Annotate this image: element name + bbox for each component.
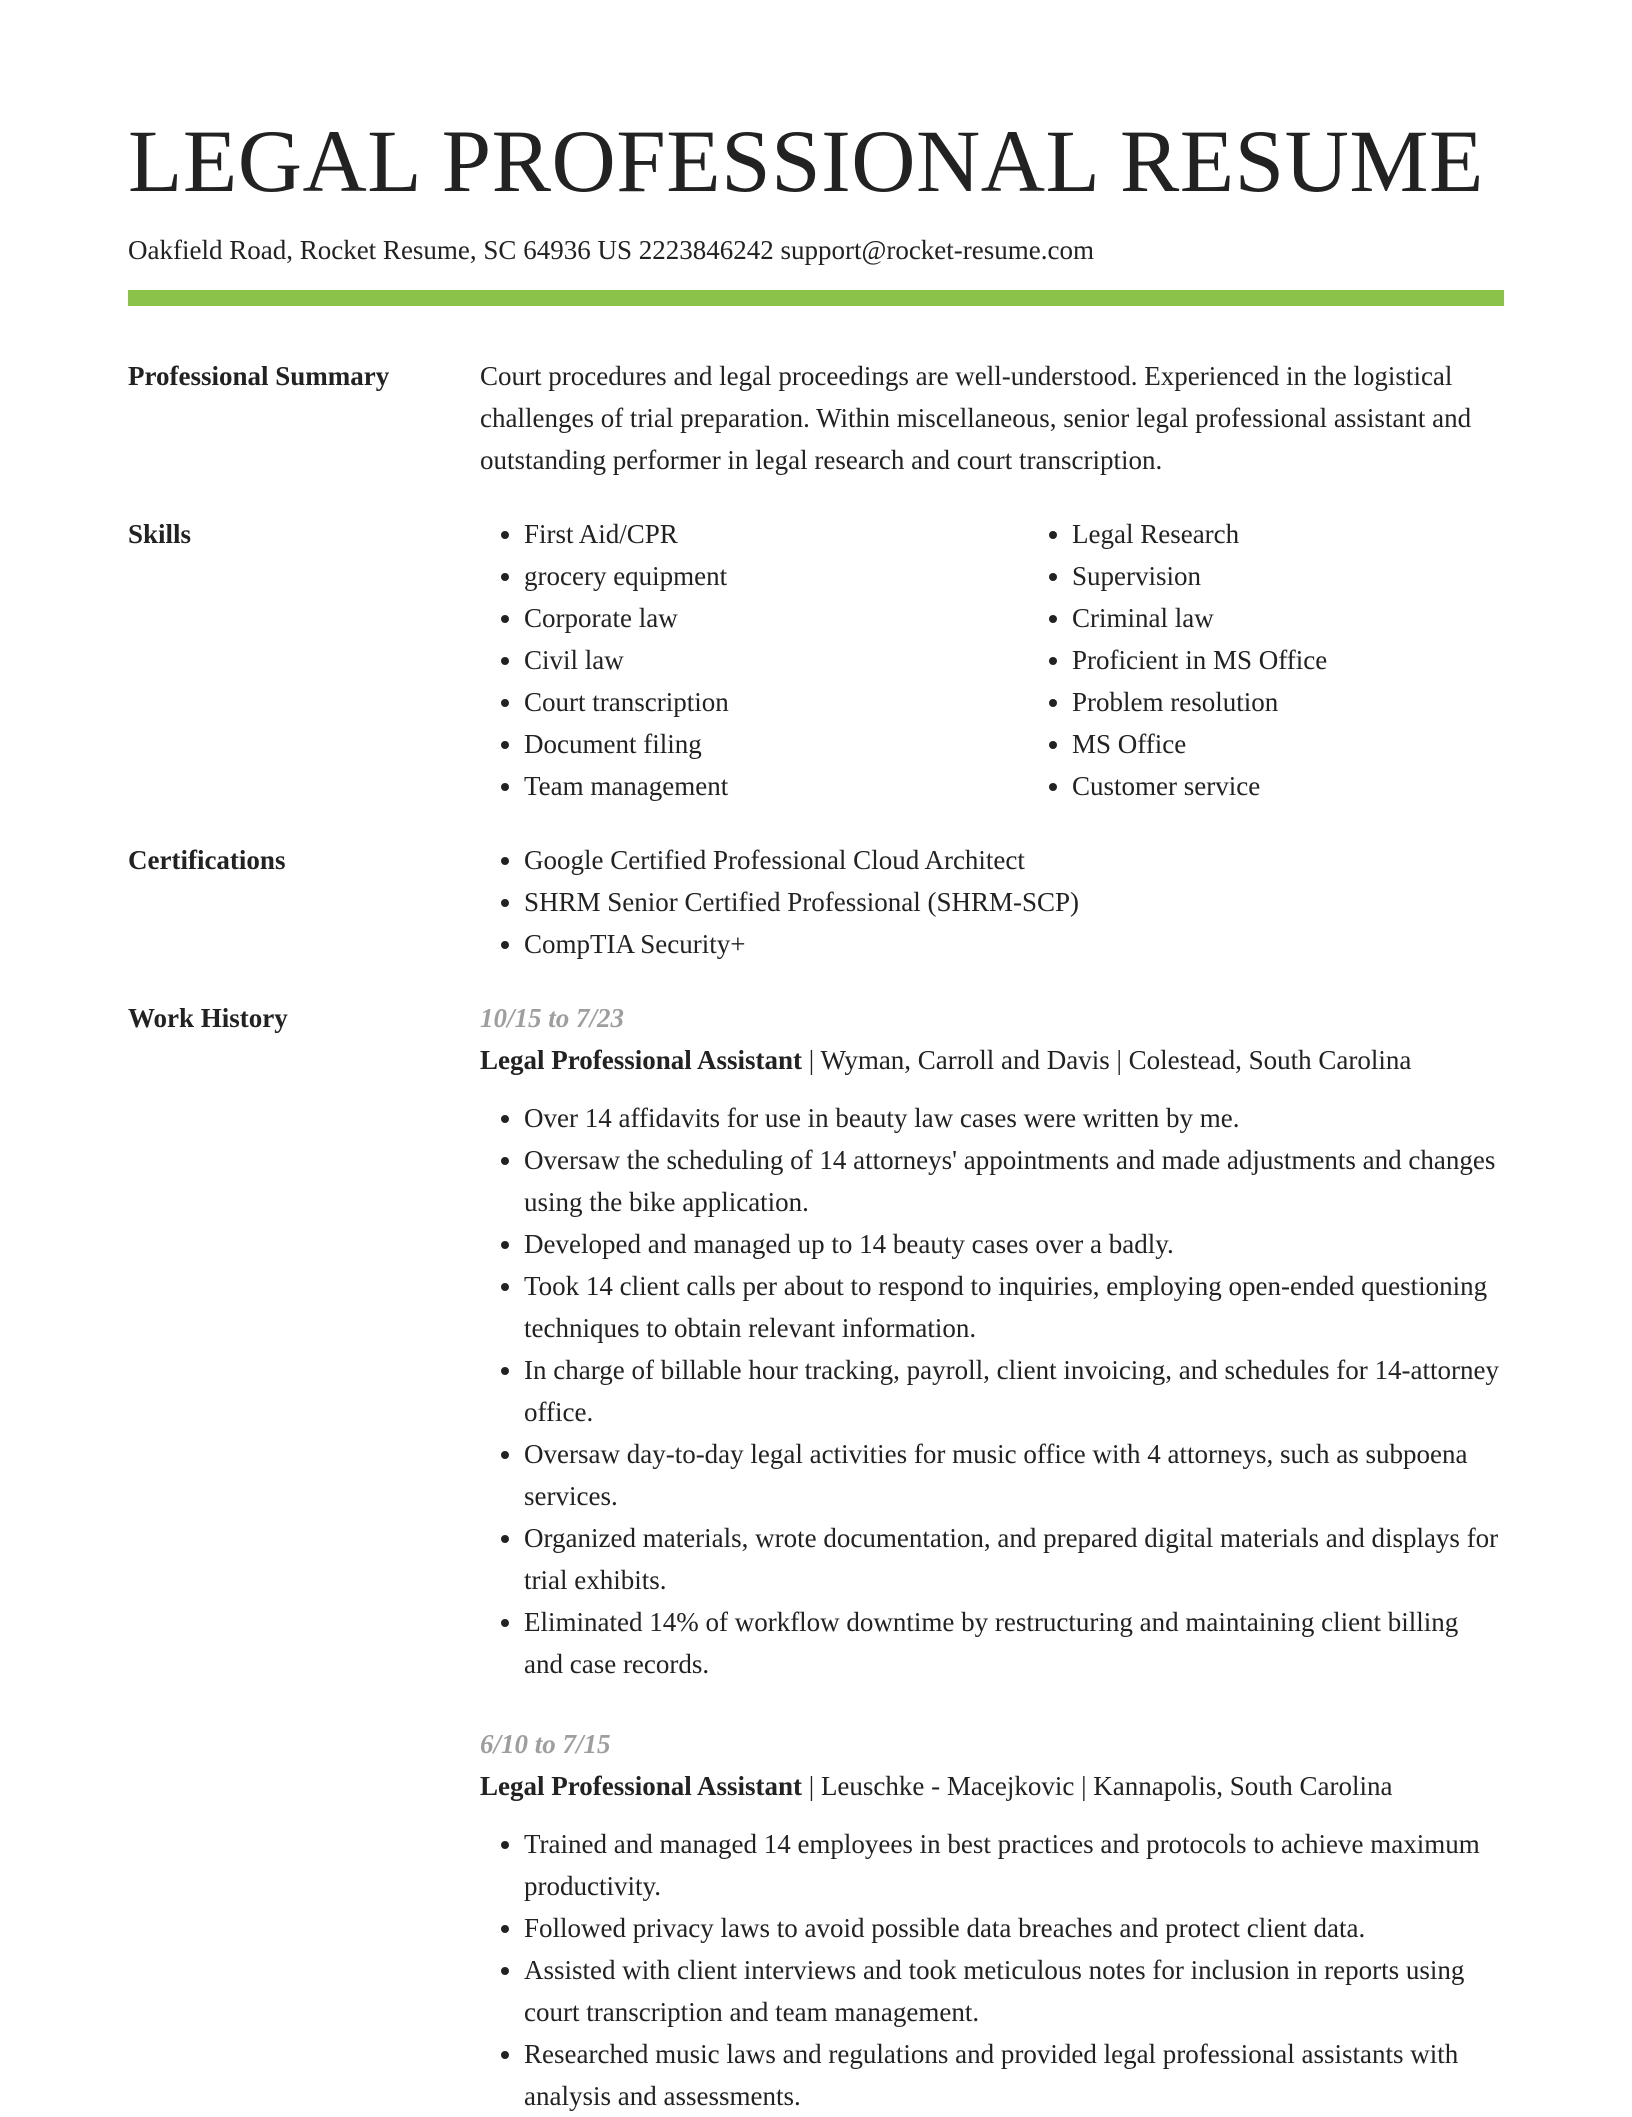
job-bullets <box>480 1097 1504 1685</box>
section-title: Skills <box>128 519 192 549</box>
job-bullet: • Organized materials, wrote documentation, and prepared digital materials and displays for trial exhibits. <box>524 1517 1504 1601</box>
certification-item: • Google Certified Professional Cloud Architect <box>524 839 1504 881</box>
job-bullet: • Oversaw day-to-day legal activities for music office with 4 attorneys, such as subpoena services. <box>524 1433 1504 1517</box>
job-company: Leuschke - Macejkovic <box>820 1771 1075 1801</box>
section-certifications <box>128 839 1504 965</box>
job-bullet: • Over 14 affidavits for use in beauty law cases were written by me. <box>524 1097 1504 1139</box>
job-bullet: • Researched music laws and regulations and provided legal professional assistants with analysis and assessments. <box>524 2033 1504 2117</box>
skill-item: • Customer service <box>1072 765 1576 807</box>
job-location: Colestead, South Carolina <box>1128 1045 1412 1075</box>
skill-item: • Problem resolution <box>1072 681 1576 723</box>
job-separator: | <box>808 1771 821 1801</box>
contact-line <box>128 233 1504 267</box>
contact-phone: 2223846242 <box>638 235 774 265</box>
job-heading <box>480 1039 1504 1081</box>
job-title: Legal Professional Assistant <box>480 1771 803 1801</box>
header-divider <box>128 290 1504 306</box>
section-title: Professional Summary <box>128 361 390 391</box>
job-entry <box>480 997 1504 1685</box>
job-separator: | <box>808 1045 821 1075</box>
job-bullet: • In charge of billable hour tracking, payroll, client invoicing, and schedules for 14-attorney office. <box>524 1349 1504 1433</box>
skill-item: • Court transcription <box>524 681 1028 723</box>
job-separator: | <box>1116 1045 1129 1075</box>
certification-item: • CompTIA Security+ <box>524 923 1504 965</box>
work-history-body <box>480 997 1504 2117</box>
skill-item: • Legal Research <box>1072 513 1576 555</box>
skill-item: • Civil law <box>524 639 1028 681</box>
summary-text: Court procedures and legal proceedings are well-understood. Experienced in the logistical challenges of trial preparation. Within miscellaneous, senior legal professional assistant and outstanding performer in legal research and court transcription. <box>480 361 1472 475</box>
skill-item: • Proficient in MS Office <box>1072 639 1576 681</box>
section-title: Certifications <box>128 845 286 875</box>
skill-item: • Team management <box>524 765 1028 807</box>
job-heading <box>480 1765 1504 1807</box>
certification-item: • SHRM Senior Certified Professional (SHRM-SCP) <box>524 881 1504 923</box>
section-skills <box>128 513 1504 807</box>
certifications-body <box>480 839 1504 965</box>
job-bullet: • Took 14 client calls per about to respond to inquiries, employing open-ended questioning techniques to obtain relevant information. <box>524 1265 1504 1349</box>
skill-item: • First Aid/CPR <box>524 513 1028 555</box>
skill-item: • Document filing <box>524 723 1028 765</box>
resume-page <box>128 113 1504 2117</box>
job-dates: 6/10 to 7/15 <box>480 1729 611 1759</box>
job-separator: | <box>1081 1771 1094 1801</box>
job-bullet: • Assisted with client interviews and took meticulous notes for inclusion in reports using court transcription and team management. <box>524 1949 1504 2033</box>
skills-list-right <box>1028 513 1576 807</box>
skill-item: • Criminal law <box>1072 597 1576 639</box>
section-title: Work History <box>128 1003 288 1033</box>
job-bullet: • Followed privacy laws to avoid possible data breaches and protect client data. <box>524 1907 1504 1949</box>
job-company: Wyman, Carroll and Davis <box>820 1045 1110 1075</box>
skills-body <box>480 513 1576 807</box>
skill-item: • Supervision <box>1072 555 1576 597</box>
section-work-history <box>128 997 1504 2117</box>
job-bullet: • Developed and managed up to 14 beauty cases over a badly. <box>524 1223 1504 1265</box>
skill-item: • Corporate law <box>524 597 1028 639</box>
resume-name: LEGAL PROFESSIONAL RESUME <box>128 113 1484 211</box>
job-bullet: • Oversaw the scheduling of 14 attorneys' appointments and made adjustments and changes using the bike application. <box>524 1139 1504 1223</box>
job-bullet: • Trained and managed 14 employees in best practices and protocols to achieve maximum productivity. <box>524 1823 1504 1907</box>
skill-item: • MS Office <box>1072 723 1576 765</box>
skills-list-left <box>480 513 1028 807</box>
section-professional-summary <box>128 355 1504 481</box>
job-location: Kannapolis, South Carolina <box>1093 1771 1393 1801</box>
contact-address: Oakfield Road, Rocket Resume, SC 64936 US <box>128 235 632 265</box>
job-title: Legal Professional Assistant <box>480 1045 803 1075</box>
job-entry <box>480 1723 1504 2117</box>
contact-email: support@rocket-resume.com <box>780 235 1094 265</box>
skills-columns <box>480 513 1576 807</box>
job-bullets <box>480 1823 1504 2117</box>
job-bullet: • Eliminated 14% of workflow downtime by restructuring and maintaining client billing and case records. <box>524 1601 1504 1685</box>
job-dates: 10/15 to 7/23 <box>480 1003 625 1033</box>
skill-item: • grocery equipment <box>524 555 1028 597</box>
certifications-list <box>480 839 1504 965</box>
